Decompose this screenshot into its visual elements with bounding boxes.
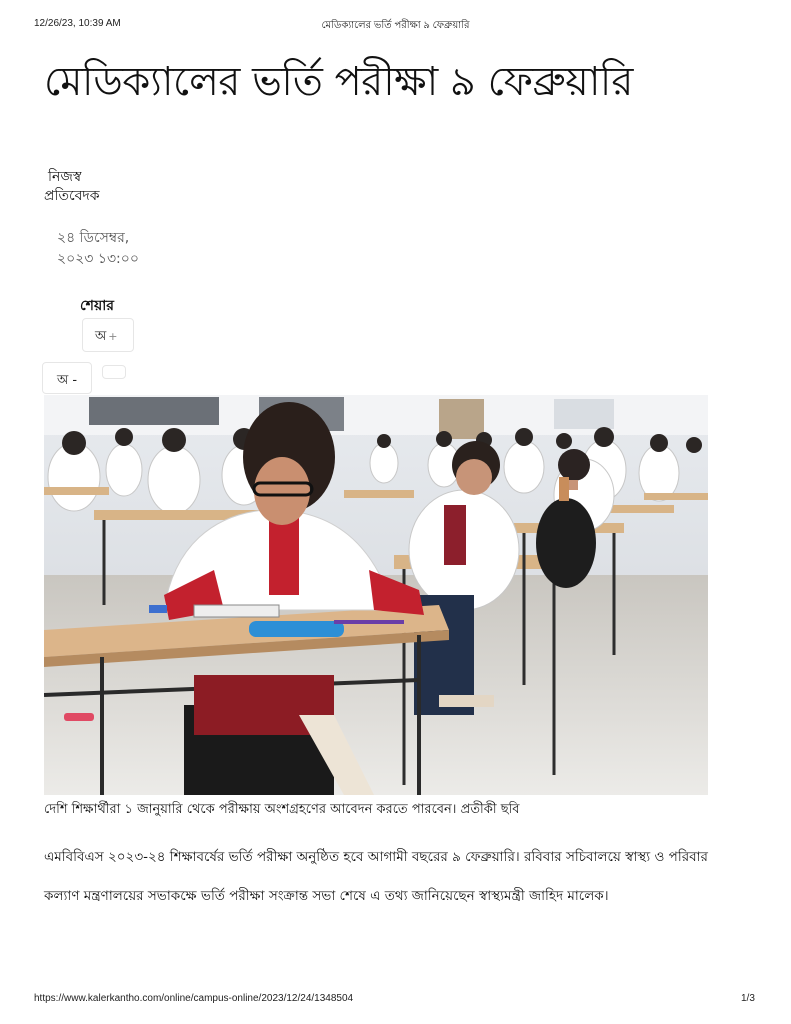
- publish-date: [57, 228, 139, 270]
- author-line-1: নিজস্ব: [48, 169, 82, 185]
- print-page-title: মেডিক্যালের ভর্তি পরীক্ষা ৯ ফেব্রুয়ারি: [321, 20, 470, 31]
- author-line-2: প্রতিবেদক: [44, 188, 100, 204]
- author-byline: [44, 168, 100, 206]
- image-caption: দেশি শিক্ষার্থীরা ১ জানুয়ারি থেকে পরীক্ষায় অংশগ্রহণের আবেদন করতে পারবেন। প্রতীকী ছবি: [44, 802, 520, 817]
- publish-date-line-2: ২০২৩ ১৩:০০: [57, 251, 139, 267]
- publish-date-line-1: ২৪ ডিসেম্বর,: [57, 230, 130, 246]
- plus-icon: +: [108, 330, 118, 343]
- font-decrease-button[interactable]: অ -: [42, 362, 92, 394]
- font-increase-button[interactable]: [82, 318, 134, 352]
- font-increase-label: অ: [95, 329, 107, 344]
- print-page-number: 1/3: [741, 993, 755, 1004]
- share-label[interactable]: শেয়ার: [80, 298, 114, 314]
- article-title: মেডিক্যালের ভর্তি পরীক্ষা ৯ ফেব্রুয়ারি: [44, 59, 633, 105]
- print-url: https://www.kalerkantho.com/online/campus-online/2023/12/24/1348504: [34, 993, 354, 1004]
- article-photo: [44, 395, 708, 795]
- font-reset-button[interactable]: [102, 365, 126, 379]
- print-datetime: 12/26/23, 10:39 AM: [34, 18, 121, 29]
- article-body: এমবিবিএস ২০২৩-২৪ শিক্ষাবর্ষের ভর্তি পরীক্ষা অনুষ্ঠিত হবে আগামী বছরের ৯ ফেব্রুয়ারি। রবিবার সচিবালয়ে স্বাস্থ্য ও পরিবার কল্যাণ মন্ত্রণালয়ের সভাকক্ষে ভর্তি পরীক্ষা সংক্রান্ত সভা শেষে এ তথ্য জানিয়েছেন স্বাস্থ্যমন্ত্রী জাহিদ মালেক।: [44, 849, 708, 904]
